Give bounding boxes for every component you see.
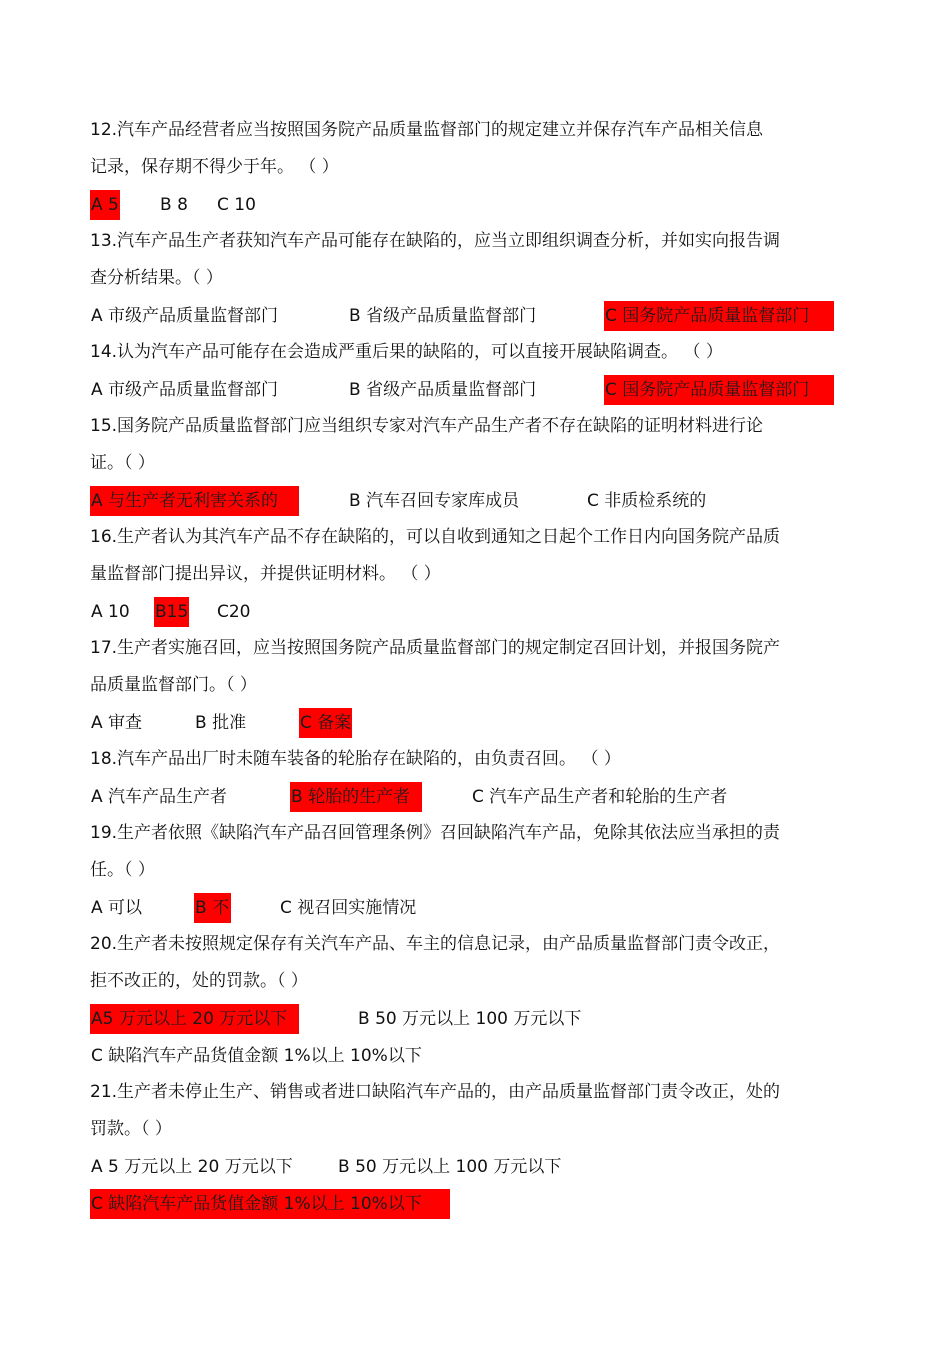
option-b: B 8 [160, 195, 188, 215]
question-text: 12.汽车产品经营者应当按照国务院产品质量监督部门的规定建立并保存汽车产品相关信息 [90, 120, 764, 140]
option-c: C 10 [217, 195, 256, 215]
question-text: 20.生产者未按照规定保存有关汽车产品、车主的信息记录，由产品质量监督部门责令改正， [90, 934, 781, 954]
option-a: A 汽车产品生产者 [91, 787, 228, 807]
option-b: B15 [154, 597, 189, 627]
options-row [90, 593, 850, 630]
question-text: 14.认为汽车产品可能存在会造成严重后果的缺陷的，可以直接开展缺陷调查。 （ ） [90, 342, 723, 362]
question-14 [90, 334, 850, 408]
option-a: A 可以 [91, 898, 143, 918]
option-c: C 汽车产品生产者和轮胎的生产者 [472, 787, 728, 807]
option-a: A 市级产品质量监督部门 [91, 380, 279, 400]
options-row [90, 1000, 850, 1037]
option-c: C 备案 [299, 708, 352, 738]
option-c: C 国务院产品质量监督部门 [604, 375, 834, 405]
question-text: 罚款。（ ） [90, 1119, 172, 1139]
option-c: C 缺陷汽车产品货值金额 1%以上 10%以下 [91, 1046, 422, 1066]
question-12 [90, 112, 850, 223]
question-18 [90, 741, 850, 815]
question-text: 16.生产者认为其汽车产品不存在缺陷的，可以自收到通知之日起个工作日内向国务院产品质 [90, 527, 781, 547]
question-text: 品质量监督部门。（ ） [90, 675, 257, 695]
question-text: 17.生产者实施召回，应当按照国务院产品质量监督部门的规定制定召回计划，并报国务院产 [90, 638, 781, 658]
option-a: A5 万元以上 20 万元以下 [90, 1004, 299, 1034]
question-16 [90, 519, 850, 630]
option-a: A 与生产者无利害关系的 [90, 486, 299, 516]
options-row [90, 186, 850, 223]
question-text: 量监督部门提出异议，并提供证明材料。 （ ） [90, 564, 441, 584]
option-b: B 不 [194, 893, 231, 923]
options-row [90, 1148, 850, 1185]
question-17 [90, 630, 850, 741]
option-a: A 5 [90, 190, 120, 220]
question-13 [90, 223, 850, 334]
options-row [90, 371, 850, 408]
question-text: 证。（ ） [90, 453, 155, 473]
option-b: B 50 万元以上 100 万元以下 [338, 1157, 562, 1177]
options-row [90, 297, 850, 334]
question-15 [90, 408, 850, 519]
question-text: 记录，保存期不得少于年。 （ ） [90, 157, 339, 177]
options-row [90, 889, 850, 926]
option-c: C 缺陷汽车产品货值金额 1%以上 10%以下 [90, 1189, 450, 1219]
option-a: A 5 万元以上 20 万元以下 [91, 1157, 293, 1177]
options-row [90, 1185, 850, 1222]
question-text: 15.国务院产品质量监督部门应当组织专家对汽车产品生产者不存在缺陷的证明材料进行论 [90, 416, 764, 436]
options-row [90, 1037, 850, 1074]
option-c: C20 [217, 602, 251, 622]
option-b: B 轮胎的生产者 [290, 782, 422, 812]
question-text: 13.汽车产品生产者获知汽车产品可能存在缺陷的，应当立即组织调查分析，并如实向报告调 [90, 231, 781, 251]
question-text: 拒不改正的，处的罚款。（ ） [90, 971, 308, 991]
quiz-page [90, 112, 850, 1222]
option-c: C 国务院产品质量监督部门 [604, 301, 834, 331]
option-c: C 非质检系统的 [587, 491, 707, 511]
question-19 [90, 815, 850, 926]
option-a: A 市级产品质量监督部门 [91, 306, 279, 326]
question-text: 18.汽车产品出厂时未随车装备的轮胎存在缺陷的，由负责召回。 （ ） [90, 749, 621, 769]
option-b: B 汽车召回专家库成员 [349, 491, 520, 511]
option-b: B 省级产品质量监督部门 [349, 306, 537, 326]
option-c: C 视召回实施情况 [280, 898, 417, 918]
question-20 [90, 926, 850, 1074]
question-text: 21.生产者未停止生产、销售或者进口缺陷汽车产品的，由产品质量监督部门责令改正，处的 [90, 1082, 781, 1102]
option-b: B 50 万元以上 100 万元以下 [358, 1009, 582, 1029]
question-21 [90, 1074, 850, 1222]
options-row [90, 778, 850, 815]
option-b: B 批准 [195, 713, 247, 733]
option-a: A 10 [91, 602, 130, 622]
options-row [90, 482, 850, 519]
question-text: 查分析结果。（ ） [90, 268, 223, 288]
question-text: 任。（ ） [90, 860, 155, 880]
question-text: 19.生产者依照《缺陷汽车产品召回管理条例》召回缺陷汽车产品，免除其依法应当承担的责 [90, 823, 781, 843]
option-b: B 省级产品质量监督部门 [349, 380, 537, 400]
option-a: A 审查 [91, 713, 143, 733]
options-row [90, 704, 850, 741]
